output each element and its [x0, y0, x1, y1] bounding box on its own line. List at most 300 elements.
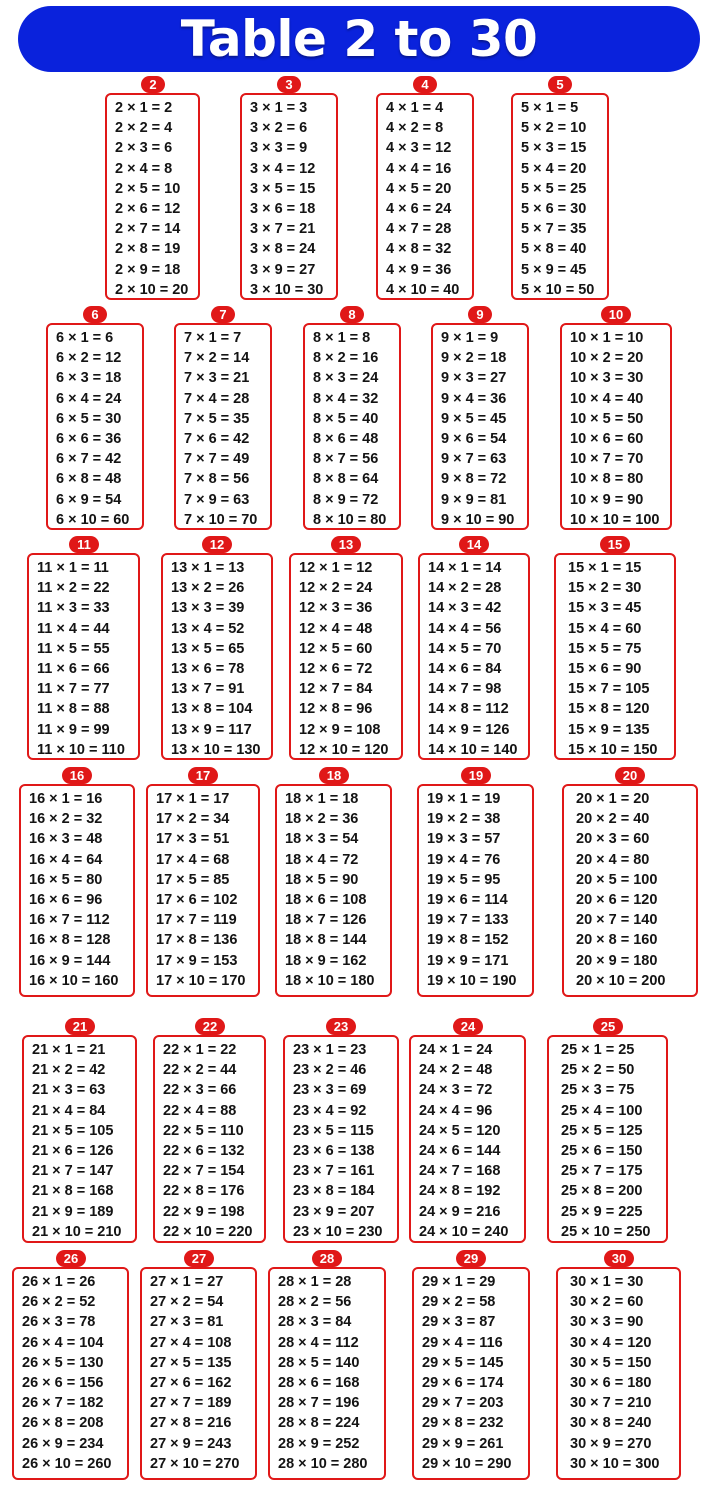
- table-box: [240, 93, 338, 300]
- table-row: 28 × 6 = 168: [278, 1374, 360, 1391]
- table-box: [153, 1035, 266, 1243]
- table-row: 29 × 8 = 232: [422, 1415, 504, 1432]
- table-16: [19, 767, 135, 997]
- table-row: 23 × 8 = 184: [293, 1183, 375, 1200]
- table-21: [22, 1018, 137, 1243]
- table-row: 17 × 9 = 153: [156, 952, 238, 969]
- table-row: 28 × 8 = 224: [278, 1415, 360, 1432]
- table-row: 7 × 4 = 28: [184, 390, 250, 407]
- table-row: 5 × 5 = 25: [521, 180, 587, 197]
- table-row: 5 × 1 = 5: [521, 100, 579, 116]
- table-row: 26 × 8 = 208: [22, 1415, 104, 1432]
- table-row: 11 × 2 = 22: [37, 580, 110, 597]
- table-row: 21 × 10 = 210: [32, 1223, 122, 1240]
- table-row: 14 × 4 = 56: [428, 620, 502, 637]
- table-row: 25 × 4 = 100: [561, 1102, 643, 1119]
- table-row: 16 × 8 = 128: [29, 932, 111, 949]
- table-row: 14 × 5 = 70: [428, 640, 502, 657]
- table-30: [556, 1250, 681, 1480]
- table-row: 6 × 4 = 24: [56, 390, 122, 407]
- table-row: 6 × 9 = 54: [56, 491, 122, 508]
- table-29: [412, 1250, 530, 1480]
- table-18: [275, 767, 392, 997]
- table-row: 24 × 4 = 96: [419, 1102, 493, 1119]
- table-row: 8 × 6 = 48: [313, 430, 379, 447]
- table-row: 9 × 6 = 54: [441, 430, 507, 447]
- table-row: 21 × 2 = 42: [32, 1062, 106, 1079]
- table-box: [418, 553, 530, 760]
- table-row: 20 × 5 = 100: [576, 871, 658, 888]
- table-row: 22 × 4 = 88: [163, 1102, 237, 1119]
- table-row: 6 × 7 = 42: [56, 451, 122, 468]
- table-row: 23 × 1 = 23: [293, 1042, 367, 1058]
- table-row: 3 × 9 = 27: [250, 261, 316, 278]
- table-row: 22 × 2 = 44: [163, 1062, 237, 1079]
- table-row: 12 × 2 = 24: [299, 580, 373, 597]
- table-row: 26 × 1 = 26: [22, 1274, 96, 1290]
- table-box: [554, 553, 676, 760]
- table-row: 2 × 1 = 2: [115, 100, 173, 116]
- table-row: 15 × 6 = 90: [568, 660, 642, 677]
- table-row: 30 × 7 = 210: [570, 1395, 652, 1412]
- table-row: 27 × 10 = 270: [150, 1455, 240, 1472]
- table-row: 17 × 2 = 34: [156, 811, 230, 828]
- table-row: 11 × 8 = 88: [37, 701, 110, 718]
- table-box: [22, 1035, 137, 1243]
- table-row: 3 × 3 = 9: [250, 140, 308, 157]
- table-number-badge: 19: [461, 767, 491, 784]
- table-24: [409, 1018, 526, 1243]
- table-row: 2 × 5 = 10: [115, 180, 181, 197]
- table-row: 28 × 9 = 252: [278, 1435, 360, 1452]
- table-number-badge: 4: [413, 76, 437, 93]
- table-box: [140, 1267, 257, 1480]
- table-number-badge: 20: [615, 767, 645, 784]
- table-row: 15 × 3 = 45: [568, 600, 642, 617]
- table-row: 8 × 7 = 56: [313, 451, 379, 468]
- table-row: 18 × 3 = 54: [285, 831, 359, 848]
- table-row: 16 × 5 = 80: [29, 871, 103, 888]
- table-row: 22 × 5 = 110: [163, 1122, 244, 1139]
- table-number-badge: 3: [277, 76, 301, 93]
- table-box: [275, 784, 392, 997]
- table-row: 22 × 9 = 198: [163, 1203, 245, 1220]
- table-box: [547, 1035, 668, 1243]
- table-row: 23 × 10 = 230: [293, 1223, 383, 1240]
- table-box: [560, 323, 672, 530]
- table-row: 17 × 5 = 85: [156, 871, 230, 888]
- table-row: 11 × 6 = 66: [37, 660, 110, 677]
- table-row: 10 × 7 = 70: [570, 451, 644, 468]
- table-row: 18 × 1 = 18: [285, 791, 359, 807]
- table-row: 26 × 6 = 156: [22, 1374, 104, 1391]
- table-row: 13 × 8 = 104: [171, 701, 253, 718]
- table-row: 8 × 2 = 16: [313, 350, 379, 367]
- table-row: 2 × 7 = 14: [115, 221, 181, 238]
- table-row: 8 × 5 = 40: [313, 410, 379, 427]
- table-row: 5 × 2 = 10: [521, 120, 587, 137]
- table-row: 18 × 6 = 108: [285, 891, 367, 908]
- table-row: 17 × 10 = 170: [156, 972, 246, 989]
- table-row: 22 × 7 = 154: [163, 1163, 245, 1180]
- table-row: 17 × 4 = 68: [156, 851, 230, 868]
- table-row: 27 × 2 = 54: [150, 1294, 224, 1311]
- table-row: 12 × 1 = 12: [299, 560, 373, 576]
- table-row: 7 × 10 = 70: [184, 511, 258, 528]
- title-banner: [18, 6, 700, 72]
- table-row: 6 × 2 = 12: [56, 350, 122, 367]
- table-row: 13 × 1 = 13: [171, 560, 245, 576]
- table-22: [153, 1018, 266, 1243]
- table-row: 14 × 7 = 98: [428, 681, 502, 698]
- table-15: [554, 536, 676, 760]
- table-number-badge: 15: [600, 536, 630, 553]
- table-row: 29 × 6 = 174: [422, 1374, 504, 1391]
- table-row: 9 × 4 = 36: [441, 390, 507, 407]
- table-row: 14 × 10 = 140: [428, 741, 518, 758]
- table-row: 17 × 7 = 119: [156, 912, 237, 929]
- table-number-badge: 28: [312, 1250, 342, 1267]
- table-row: 25 × 5 = 125: [561, 1122, 643, 1139]
- table-row: 24 × 8 = 192: [419, 1183, 501, 1200]
- table-row: 7 × 9 = 63: [184, 491, 250, 508]
- table-box: [268, 1267, 386, 1480]
- table-row: 19 × 2 = 38: [427, 811, 501, 828]
- table-row: 25 × 2 = 50: [561, 1062, 635, 1079]
- table-row: 7 × 3 = 21: [184, 370, 250, 387]
- table-row: 15 × 10 = 150: [568, 741, 658, 758]
- table-row: 4 × 7 = 28: [386, 221, 452, 238]
- table-box: [417, 784, 534, 997]
- table-row: 7 × 6 = 42: [184, 430, 250, 447]
- table-box: [146, 784, 260, 997]
- table-row: 11 × 4 = 44: [37, 620, 110, 637]
- table-row: 10 × 6 = 60: [570, 430, 644, 447]
- table-row: 29 × 5 = 145: [422, 1354, 504, 1371]
- table-row: 12 × 10 = 120: [299, 741, 389, 758]
- table-row: 12 × 4 = 48: [299, 620, 373, 637]
- table-row: 27 × 6 = 162: [150, 1374, 232, 1391]
- table-row: 20 × 8 = 160: [576, 932, 658, 949]
- table-row: 17 × 6 = 102: [156, 891, 238, 908]
- table-row: 30 × 5 = 150: [570, 1354, 652, 1371]
- table-row: 9 × 5 = 45: [441, 410, 507, 427]
- table-row: 30 × 3 = 90: [570, 1314, 644, 1331]
- table-row: 10 × 1 = 10: [570, 330, 644, 346]
- table-row: 11 × 3 = 33: [37, 600, 110, 617]
- table-row: 27 × 8 = 216: [150, 1415, 232, 1432]
- table-number-badge: 14: [459, 536, 489, 553]
- table-row: 6 × 3 = 18: [56, 370, 122, 387]
- table-row: 3 × 7 = 21: [250, 221, 316, 238]
- table-row: 24 × 1 = 24: [419, 1042, 493, 1058]
- table-10: [560, 306, 672, 530]
- table-row: 20 × 2 = 40: [576, 811, 650, 828]
- table-row: 26 × 4 = 104: [22, 1334, 104, 1351]
- table-row: 3 × 5 = 15: [250, 180, 316, 197]
- table-row: 4 × 2 = 8: [386, 120, 444, 137]
- table-row: 25 × 1 = 25: [561, 1042, 635, 1058]
- table-row: 18 × 9 = 162: [285, 952, 367, 969]
- table-row: 21 × 4 = 84: [32, 1102, 106, 1119]
- table-row: 23 × 2 = 46: [293, 1062, 367, 1079]
- table-row: 16 × 4 = 64: [29, 851, 103, 868]
- table-row: 29 × 4 = 116: [422, 1334, 503, 1351]
- table-row: 12 × 8 = 96: [299, 701, 373, 718]
- table-row: 11 × 7 = 77: [37, 681, 110, 698]
- table-row: 10 × 3 = 30: [570, 370, 644, 387]
- table-row: 26 × 3 = 78: [22, 1314, 96, 1331]
- table-row: 5 × 8 = 40: [521, 241, 587, 258]
- table-row: 29 × 7 = 203: [422, 1395, 504, 1412]
- table-row: 27 × 1 = 27: [150, 1274, 224, 1290]
- table-row: 29 × 3 = 87: [422, 1314, 496, 1331]
- table-box: [409, 1035, 526, 1243]
- table-row: 20 × 9 = 180: [576, 952, 658, 969]
- table-number-badge: 5: [548, 76, 572, 93]
- table-row: 23 × 6 = 138: [293, 1142, 375, 1159]
- table-row: 9 × 7 = 63: [441, 451, 507, 468]
- table-row: 29 × 10 = 290: [422, 1455, 512, 1472]
- table-row: 30 × 8 = 240: [570, 1415, 652, 1432]
- table-number-badge: 2: [141, 76, 165, 93]
- table-row: 10 × 2 = 20: [570, 350, 644, 367]
- table-row: 19 × 1 = 19: [427, 791, 501, 807]
- table-row: 13 × 3 = 39: [171, 600, 245, 617]
- table-number-badge: 26: [56, 1250, 86, 1267]
- table-row: 16 × 3 = 48: [29, 831, 103, 848]
- table-row: 9 × 1 = 9: [441, 330, 499, 346]
- table-row: 9 × 8 = 72: [441, 471, 507, 488]
- table-row: 14 × 9 = 126: [428, 721, 510, 738]
- table-row: 30 × 9 = 270: [570, 1435, 652, 1452]
- table-row: 8 × 10 = 80: [313, 511, 387, 528]
- table-row: 18 × 8 = 144: [285, 932, 367, 949]
- table-row: 4 × 9 = 36: [386, 261, 452, 278]
- table-row: 10 × 5 = 50: [570, 410, 644, 427]
- page-title: Table 2 to 30: [180, 10, 538, 68]
- table-row: 4 × 8 = 32: [386, 241, 452, 258]
- table-9: [431, 306, 529, 530]
- table-box: [19, 784, 135, 997]
- table-row: 24 × 9 = 216: [419, 1203, 501, 1220]
- table-number-badge: 16: [62, 767, 92, 784]
- table-number-badge: 29: [456, 1250, 486, 1267]
- table-row: 24 × 5 = 120: [419, 1122, 501, 1139]
- table-2: [105, 76, 200, 300]
- table-number-badge: 30: [604, 1250, 634, 1267]
- table-11: [27, 536, 140, 760]
- table-row: 14 × 2 = 28: [428, 580, 502, 597]
- table-row: 8 × 9 = 72: [313, 491, 379, 508]
- table-row: 3 × 6 = 18: [250, 200, 316, 217]
- table-row: 6 × 5 = 30: [56, 410, 122, 427]
- table-number-badge: 11: [69, 536, 99, 553]
- table-row: 12 × 5 = 60: [299, 640, 373, 657]
- table-row: 20 × 6 = 120: [576, 891, 658, 908]
- table-row: 10 × 8 = 80: [570, 471, 644, 488]
- table-box: [511, 93, 609, 300]
- table-number-badge: 10: [601, 306, 631, 323]
- table-row: 2 × 4 = 8: [115, 160, 173, 177]
- table-row: 16 × 9 = 144: [29, 952, 111, 969]
- table-row: 25 × 3 = 75: [561, 1082, 635, 1099]
- table-row: 5 × 7 = 35: [521, 221, 587, 238]
- table-row: 3 × 4 = 12: [250, 160, 316, 177]
- table-row: 21 × 5 = 105: [32, 1122, 114, 1139]
- table-row: 8 × 3 = 24: [313, 370, 379, 387]
- table-row: 27 × 7 = 189: [150, 1395, 232, 1412]
- table-row: 5 × 9 = 45: [521, 261, 587, 278]
- table-row: 11 × 10 = 110: [37, 741, 125, 758]
- table-row: 28 × 7 = 196: [278, 1395, 360, 1412]
- table-row: 10 × 9 = 90: [570, 491, 644, 508]
- table-row: 16 × 10 = 160: [29, 972, 119, 989]
- table-row: 6 × 1 = 6: [56, 330, 114, 346]
- table-row: 22 × 1 = 22: [163, 1042, 237, 1058]
- table-row: 5 × 3 = 15: [521, 140, 587, 157]
- table-number-badge: 17: [188, 767, 218, 784]
- table-number-badge: 8: [340, 306, 364, 323]
- table-row: 2 × 9 = 18: [115, 261, 181, 278]
- table-row: 18 × 2 = 36: [285, 811, 359, 828]
- table-row: 20 × 7 = 140: [576, 912, 658, 929]
- table-13: [289, 536, 403, 760]
- table-row: 21 × 6 = 126: [32, 1142, 114, 1159]
- table-6: [46, 306, 144, 530]
- table-number-badge: 6: [83, 306, 107, 323]
- table-25: [547, 1018, 668, 1243]
- table-row: 30 × 10 = 300: [570, 1455, 660, 1472]
- table-row: 10 × 10 = 100: [570, 511, 660, 528]
- table-row: 16 × 7 = 112: [29, 912, 110, 929]
- table-row: 13 × 6 = 78: [171, 660, 245, 677]
- table-row: 7 × 7 = 49: [184, 451, 250, 468]
- table-row: 14 × 6 = 84: [428, 660, 502, 677]
- table-row: 7 × 8 = 56: [184, 471, 250, 488]
- table-number-badge: 13: [331, 536, 361, 553]
- table-5: [511, 76, 609, 300]
- table-row: 19 × 6 = 114: [427, 891, 508, 908]
- table-box: [12, 1267, 129, 1480]
- table-row: 16 × 2 = 32: [29, 811, 103, 828]
- table-row: 24 × 6 = 144: [419, 1142, 501, 1159]
- table-row: 13 × 9 = 117: [171, 721, 252, 738]
- table-row: 11 × 5 = 55: [37, 640, 110, 657]
- table-row: 19 × 9 = 171: [427, 952, 509, 969]
- table-row: 25 × 7 = 175: [561, 1163, 643, 1180]
- table-row: 12 × 9 = 108: [299, 721, 381, 738]
- table-number-badge: 9: [468, 306, 492, 323]
- table-row: 25 × 9 = 225: [561, 1203, 643, 1220]
- table-26: [12, 1250, 129, 1480]
- table-row: 11 × 9 = 99: [37, 721, 110, 738]
- table-row: 15 × 5 = 75: [568, 640, 642, 657]
- table-row: 3 × 2 = 6: [250, 120, 308, 137]
- table-row: 27 × 4 = 108: [150, 1334, 232, 1351]
- table-row: 25 × 8 = 200: [561, 1183, 643, 1200]
- table-row: 30 × 6 = 180: [570, 1374, 652, 1391]
- table-row: 14 × 1 = 14: [428, 560, 502, 576]
- table-row: 30 × 4 = 120: [570, 1334, 652, 1351]
- table-box: [556, 1267, 681, 1480]
- table-row: 3 × 10 = 30: [250, 281, 324, 298]
- table-row: 5 × 10 = 50: [521, 281, 595, 298]
- table-row: 20 × 3 = 60: [576, 831, 650, 848]
- table-12: [161, 536, 273, 760]
- table-box: [562, 784, 698, 997]
- table-box: [412, 1267, 530, 1480]
- table-row: 26 × 10 = 260: [22, 1455, 112, 1472]
- table-row: 28 × 5 = 140: [278, 1354, 360, 1371]
- table-row: 2 × 6 = 12: [115, 200, 181, 217]
- table-row: 14 × 8 = 112: [428, 701, 509, 718]
- table-row: 28 × 3 = 84: [278, 1314, 352, 1331]
- table-row: 6 × 6 = 36: [56, 430, 122, 447]
- table-19: [417, 767, 534, 997]
- table-row: 26 × 7 = 182: [22, 1395, 104, 1412]
- table-row: 9 × 9 = 81: [441, 491, 507, 508]
- table-row: 21 × 9 = 189: [32, 1203, 114, 1220]
- table-row: 3 × 1 = 3: [250, 100, 308, 116]
- table-row: 18 × 10 = 180: [285, 972, 375, 989]
- table-row: 19 × 4 = 76: [427, 851, 501, 868]
- table-box: [105, 93, 200, 300]
- table-row: 23 × 3 = 69: [293, 1082, 367, 1099]
- table-row: 30 × 1 = 30: [570, 1274, 644, 1290]
- table-row: 14 × 3 = 42: [428, 600, 502, 617]
- table-row: 5 × 4 = 20: [521, 160, 587, 177]
- table-row: 15 × 4 = 60: [568, 620, 642, 637]
- table-row: 13 × 4 = 52: [171, 620, 245, 637]
- table-row: 15 × 7 = 105: [568, 681, 650, 698]
- table-row: 6 × 8 = 48: [56, 471, 122, 488]
- table-20: [562, 767, 698, 997]
- table-row: 10 × 4 = 40: [570, 390, 644, 407]
- table-row: 19 × 3 = 57: [427, 831, 501, 848]
- table-row: 2 × 8 = 19: [115, 241, 181, 258]
- table-number-badge: 23: [326, 1018, 356, 1035]
- table-row: 29 × 9 = 261: [422, 1435, 504, 1452]
- table-3: [240, 76, 338, 300]
- table-row: 13 × 7 = 91: [171, 681, 245, 698]
- table-row: 18 × 7 = 126: [285, 912, 367, 929]
- table-box: [174, 323, 272, 530]
- table-row: 28 × 10 = 280: [278, 1455, 368, 1472]
- table-row: 23 × 4 = 92: [293, 1102, 367, 1119]
- table-row: 22 × 6 = 132: [163, 1142, 245, 1159]
- table-row: 13 × 2 = 26: [171, 580, 245, 597]
- table-row: 18 × 4 = 72: [285, 851, 359, 868]
- table-row: 24 × 3 = 72: [419, 1082, 493, 1099]
- table-row: 5 × 6 = 30: [521, 200, 587, 217]
- table-row: 4 × 10 = 40: [386, 281, 460, 298]
- table-14: [418, 536, 530, 760]
- table-box: [376, 93, 474, 300]
- table-row: 29 × 1 = 29: [422, 1274, 496, 1290]
- table-row: 27 × 9 = 243: [150, 1435, 232, 1452]
- table-row: 15 × 2 = 30: [568, 580, 642, 597]
- table-number-badge: 21: [65, 1018, 95, 1035]
- table-box: [431, 323, 529, 530]
- table-row: 13 × 10 = 130: [171, 741, 261, 758]
- table-box: [289, 553, 403, 760]
- table-row: 17 × 3 = 51: [156, 831, 230, 848]
- table-row: 21 × 7 = 147: [32, 1163, 114, 1180]
- table-row: 7 × 1 = 7: [184, 330, 242, 346]
- table-row: 25 × 6 = 150: [561, 1142, 643, 1159]
- table-row: 26 × 2 = 52: [22, 1294, 96, 1311]
